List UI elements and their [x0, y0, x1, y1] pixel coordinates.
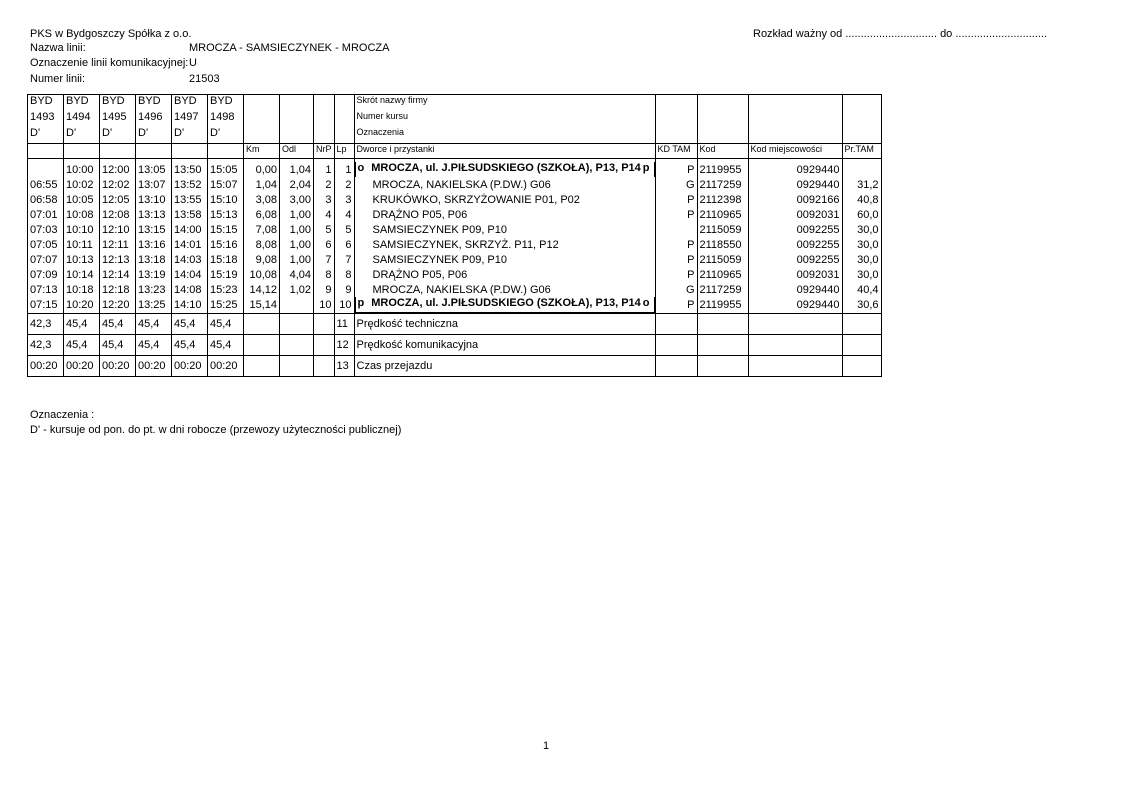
empty-cell: [244, 111, 280, 127]
km: 1,04: [244, 177, 280, 192]
stop-name-cell: [355, 297, 655, 313]
departure-time: 12:14: [100, 267, 136, 282]
stop-code: 2115059: [697, 222, 748, 237]
stop-code: 2110965: [697, 207, 748, 222]
empty-cell: [748, 356, 842, 377]
kd-tam: P: [655, 162, 697, 177]
empty-cell: [748, 95, 842, 112]
km: 10,08: [244, 267, 280, 282]
pr-tam: 30,0: [842, 237, 881, 252]
departure-time: 15:10: [208, 192, 244, 207]
departure-time: 13:23: [136, 282, 172, 297]
empty-cell: [748, 335, 842, 356]
empty-cell: [314, 356, 335, 377]
lp: 4: [334, 207, 354, 222]
empty-cell: [748, 314, 842, 335]
locality-code: 0092031: [748, 207, 842, 222]
summary-value: 45,4: [208, 335, 244, 356]
odl: 4,04: [280, 267, 314, 282]
stop-row: [28, 177, 882, 192]
stop-row: [28, 297, 882, 314]
stop-name: [358, 297, 641, 312]
column-header-row: [28, 144, 882, 159]
departure-time: 15:25: [208, 297, 244, 314]
empty-cell: [842, 356, 881, 377]
empty-cell: [697, 95, 748, 112]
km: 15,14: [244, 297, 280, 314]
lp: 9: [334, 282, 354, 297]
departure-time: 12:00: [100, 162, 136, 177]
departure-time: 15:07: [208, 177, 244, 192]
stop-name-cell: [355, 162, 655, 177]
course-company: BYD: [100, 95, 136, 112]
km: 3,08: [244, 192, 280, 207]
stop-name-cell: SAMSIECZYNEK P09, P10: [354, 222, 655, 237]
course-mark: D': [28, 127, 64, 144]
company-name: PKS w Bydgoszczy Spółka z o.o.: [30, 28, 192, 40]
departure-time: 07:13: [28, 282, 64, 297]
line-name-label: Nazwa linii:: [30, 42, 86, 54]
empty-cell: [748, 127, 842, 144]
departure-time: 13:50: [172, 162, 208, 177]
departure-time: 07:05: [28, 237, 64, 252]
departure-time: 13:15: [136, 222, 172, 237]
kd-tam: G: [655, 177, 697, 192]
stop-name-cell: MROCZA, NAKIELSKA (P.DW.) G06: [354, 282, 655, 297]
column-header-kod-miejscowosci: Kod miejscowości: [748, 144, 842, 159]
header-label: Numer kursu: [354, 111, 655, 127]
pr-tam: 30,0: [842, 267, 881, 282]
stop-code: 2110965: [697, 267, 748, 282]
departure-time: 13:52: [172, 177, 208, 192]
departure-time: 15:19: [208, 267, 244, 282]
nrp: 1: [314, 162, 335, 177]
empty-cell: [244, 335, 280, 356]
stop-row: [28, 222, 882, 237]
summary-row: [28, 356, 882, 377]
stop-code: 2117259: [697, 282, 748, 297]
lp: 6: [334, 237, 354, 252]
course-company: BYD: [172, 95, 208, 112]
empty-cell: [244, 314, 280, 335]
departure-time: 15:13: [208, 207, 244, 222]
departure-time: 12:02: [100, 177, 136, 192]
empty-cell: [244, 95, 280, 112]
nrp: 3: [314, 192, 335, 207]
departure-time: 10:14: [64, 267, 100, 282]
departure-time: 07:03: [28, 222, 64, 237]
kd-tam: [655, 222, 697, 237]
legend-text: D' - kursuje od pon. do pt. w dni robocze (przewozy użyteczności publicznej): [30, 424, 402, 436]
header-label: Oznaczenia: [354, 127, 655, 144]
course-company: BYD: [208, 95, 244, 112]
empty-cell: [697, 111, 748, 127]
departure-time: 13:55: [172, 192, 208, 207]
departure-time: [28, 162, 64, 177]
pr-tam: 40,8: [842, 192, 881, 207]
nrp: 7: [314, 252, 335, 267]
empty-cell: [697, 314, 748, 335]
departure-time: 12:05: [100, 192, 136, 207]
odl: 1,00: [280, 207, 314, 222]
empty-cell: [334, 127, 354, 144]
empty-cell: [314, 95, 335, 112]
summary-value: 42,3: [28, 335, 64, 356]
stop-suffix: o: [642, 297, 650, 309]
empty-cell: [842, 111, 881, 127]
page-number: 1: [543, 740, 550, 752]
summary-lp: 11: [334, 314, 354, 335]
stop-row: [28, 252, 882, 267]
header-label: Skrót nazwy firmy: [354, 95, 655, 112]
stop-name-cell: DRĄŻNO P05, P06: [354, 267, 655, 282]
departure-time: 14:10: [172, 297, 208, 314]
kd-tam: P: [655, 297, 697, 314]
column-header-kd-tam: KD TAM: [655, 144, 697, 159]
empty-cell: [280, 95, 314, 112]
summary-lp: 13: [334, 356, 354, 377]
kd-tam: G: [655, 282, 697, 297]
column-header-km: Km: [244, 144, 280, 159]
empty-cell: [280, 356, 314, 377]
summary-value: 00:20: [208, 356, 244, 377]
summary-value: 45,4: [100, 335, 136, 356]
departure-time: 10:10: [64, 222, 100, 237]
pr-tam: 30,6: [842, 297, 881, 314]
empty-cell: [334, 111, 354, 127]
nrp: 9: [314, 282, 335, 297]
course-company: BYD: [28, 95, 64, 112]
departure-time: 15:05: [208, 162, 244, 177]
departure-time: 10:00: [64, 162, 100, 177]
course-number: 1493: [28, 111, 64, 127]
stop-suffix: p: [642, 162, 650, 174]
locality-code: 0092255: [748, 252, 842, 267]
empty-cell: [334, 95, 354, 112]
km: 8,08: [244, 237, 280, 252]
odl: 2,04: [280, 177, 314, 192]
odl: 3,00: [280, 192, 314, 207]
departure-time: 12:13: [100, 252, 136, 267]
empty-cell: [280, 127, 314, 144]
departure-time: 07:09: [28, 267, 64, 282]
pr-tam: 30,0: [842, 252, 881, 267]
stop-row: [28, 282, 882, 297]
summary-value: 00:20: [172, 356, 208, 377]
departure-time: 07:07: [28, 252, 64, 267]
pr-tam: 60,0: [842, 207, 881, 222]
departure-time: 15:16: [208, 237, 244, 252]
nrp: 4: [314, 207, 335, 222]
summary-value: 45,4: [172, 314, 208, 335]
empty-cell: [842, 127, 881, 144]
course-mark: D': [208, 127, 244, 144]
empty-cell: [697, 356, 748, 377]
line-number: 21503: [189, 73, 220, 85]
departure-time: 12:08: [100, 207, 136, 222]
course-mark: D': [172, 127, 208, 144]
departure-time: 15:18: [208, 252, 244, 267]
column-header-kod: Kod: [697, 144, 748, 159]
empty-cell: [280, 314, 314, 335]
departure-time: 06:55: [28, 177, 64, 192]
stop-prefix: p: [357, 297, 365, 309]
odl: 1,00: [280, 252, 314, 267]
validity-period: Rozkład ważny od .............................. do ..............................: [753, 28, 1048, 40]
column-header-stops: Dworce i przystanki: [354, 144, 655, 159]
course-company: BYD: [136, 95, 172, 112]
empty-cell: [28, 144, 64, 159]
departure-time: 14:03: [172, 252, 208, 267]
empty-cell: [100, 144, 136, 159]
km: 9,08: [244, 252, 280, 267]
empty-cell: [655, 314, 697, 335]
stop-code: 2118550: [697, 237, 748, 252]
departure-time: 12:11: [100, 237, 136, 252]
departure-time: 12:10: [100, 222, 136, 237]
stop-row: [28, 192, 882, 207]
empty-cell: [64, 144, 100, 159]
course-number: 1496: [136, 111, 172, 127]
departure-time: 12:18: [100, 282, 136, 297]
nrp: 2: [314, 177, 335, 192]
empty-cell: [314, 335, 335, 356]
departure-time: 10:02: [64, 177, 100, 192]
locality-code: 0929440: [748, 162, 842, 177]
departure-time: 06:58: [28, 192, 64, 207]
pr-tam: 31,2: [842, 177, 881, 192]
locality-code: 0929440: [748, 177, 842, 192]
departure-time: 14:01: [172, 237, 208, 252]
departure-time: 15:15: [208, 222, 244, 237]
stop-name-cell: SAMSIECZYNEK, SKRZYŻ. P11, P12: [354, 237, 655, 252]
locality-code: 0092031: [748, 267, 842, 282]
summary-value: 00:20: [28, 356, 64, 377]
line-number-label: Numer linii:: [30, 73, 86, 85]
stop-prefix: o: [357, 162, 365, 174]
summary-value: 00:20: [64, 356, 100, 377]
kd-tam: P: [655, 207, 697, 222]
nrp: 10: [314, 297, 335, 314]
departure-time: 15:23: [208, 282, 244, 297]
summary-row: [28, 335, 882, 356]
course-number: 1497: [172, 111, 208, 127]
empty-cell: [748, 111, 842, 127]
summary-value: 45,4: [208, 314, 244, 335]
kd-tam: P: [655, 237, 697, 252]
lp: 1: [334, 162, 354, 177]
empty-cell: [655, 127, 697, 144]
course-mark: D': [136, 127, 172, 144]
departure-time: 13:19: [136, 267, 172, 282]
empty-cell: [697, 335, 748, 356]
departure-time: 13:58: [172, 207, 208, 222]
column-header-nrp: NrP: [314, 144, 335, 159]
lp: 10: [334, 297, 354, 314]
empty-cell: [208, 144, 244, 159]
lp: 8: [334, 267, 354, 282]
stop-row: [28, 207, 882, 222]
stop-code: 2117259: [697, 177, 748, 192]
summary-value: 45,4: [64, 314, 100, 335]
column-header-odl: Odl: [280, 144, 314, 159]
line-code-label: Oznaczenie linii komunikacyjnej:: [30, 57, 189, 69]
odl: 1,00: [280, 222, 314, 237]
empty-cell: [172, 144, 208, 159]
lp: 3: [334, 192, 354, 207]
stop-name-cell: SAMSIECZYNEK P09, P10: [354, 252, 655, 267]
course-number: 1494: [64, 111, 100, 127]
lp: 2: [334, 177, 354, 192]
departure-time: 13:05: [136, 162, 172, 177]
empty-cell: [655, 95, 697, 112]
empty-cell: [655, 356, 697, 377]
stop-row: [28, 162, 882, 177]
departure-time: 07:15: [28, 297, 64, 314]
km: 6,08: [244, 207, 280, 222]
departure-time: 10:08: [64, 207, 100, 222]
empty-cell: [314, 127, 335, 144]
empty-cell: [244, 127, 280, 144]
departure-time: 14:04: [172, 267, 208, 282]
empty-cell: [314, 314, 335, 335]
empty-cell: [697, 127, 748, 144]
stop-name-text: MROCZA, ul. J.PIŁSUDSKIEGO (SZKOŁA), P13, P14: [371, 162, 641, 174]
departure-time: 10:18: [64, 282, 100, 297]
summary-value: 45,4: [172, 335, 208, 356]
stop-code: 2115059: [697, 252, 748, 267]
empty-cell: [280, 111, 314, 127]
kd-tam: P: [655, 267, 697, 282]
km: 0,00: [244, 162, 280, 177]
departure-time: 14:08: [172, 282, 208, 297]
summary-label: Prędkość techniczna: [354, 314, 655, 335]
stop-name: [358, 162, 641, 177]
course-header-row: [28, 127, 882, 144]
lp: 7: [334, 252, 354, 267]
departure-time: 14:00: [172, 222, 208, 237]
stop-row: [28, 237, 882, 252]
course-mark: D': [100, 127, 136, 144]
line-name: MROCZA - SAMSIECZYNEK - MROCZA: [189, 42, 390, 54]
departure-time: 07:01: [28, 207, 64, 222]
line-code: U: [189, 57, 197, 69]
odl: [280, 297, 314, 314]
summary-label: Prędkość komunikacyjna: [354, 335, 655, 356]
empty-cell: [244, 356, 280, 377]
empty-cell: [842, 314, 881, 335]
summary-value: 45,4: [136, 335, 172, 356]
summary-row: [28, 314, 882, 335]
empty-cell: [280, 335, 314, 356]
stop-name-cell: DRĄŻNO P05, P06: [354, 207, 655, 222]
locality-code: 0929440: [748, 297, 842, 314]
locality-code: 0092255: [748, 222, 842, 237]
departure-time: 13:16: [136, 237, 172, 252]
odl: 1,04: [280, 162, 314, 177]
departure-time: 13:07: [136, 177, 172, 192]
course-number: 1495: [100, 111, 136, 127]
empty-cell: [842, 95, 881, 112]
summary-value: 45,4: [100, 314, 136, 335]
stop-code: 2112398: [697, 192, 748, 207]
kd-tam: P: [655, 252, 697, 267]
empty-cell: [136, 144, 172, 159]
departure-time: 10:20: [64, 297, 100, 314]
summary-value: 00:20: [136, 356, 172, 377]
column-header-lp: Lp: [334, 144, 354, 159]
stop-name-cell: MROCZA, NAKIELSKA (P.DW.) G06: [354, 177, 655, 192]
departure-time: 13:18: [136, 252, 172, 267]
nrp: 8: [314, 267, 335, 282]
departure-time: 10:13: [64, 252, 100, 267]
km: 14,12: [244, 282, 280, 297]
empty-cell: [655, 335, 697, 356]
course-header-row: [28, 111, 882, 127]
column-header-pr-tam: Pr.TAM: [842, 144, 881, 159]
odl: 1,00: [280, 237, 314, 252]
departure-time: 12:20: [100, 297, 136, 314]
locality-code: 0092166: [748, 192, 842, 207]
course-company: BYD: [64, 95, 100, 112]
locality-code: 0092255: [748, 237, 842, 252]
lp: 5: [334, 222, 354, 237]
stop-code: 2119955: [697, 297, 748, 314]
course-number: 1498: [208, 111, 244, 127]
pr-tam: 30,0: [842, 222, 881, 237]
departure-time: 10:05: [64, 192, 100, 207]
km: 7,08: [244, 222, 280, 237]
stop-row: [28, 267, 882, 282]
course-header-row: [28, 95, 882, 112]
pr-tam: [842, 162, 881, 177]
summary-lp: 12: [334, 335, 354, 356]
departure-time: 13:10: [136, 192, 172, 207]
pr-tam: 40,4: [842, 282, 881, 297]
nrp: 5: [314, 222, 335, 237]
empty-cell: [842, 335, 881, 356]
timetable: [27, 94, 882, 377]
empty-cell: [314, 111, 335, 127]
stop-name-text: MROCZA, ul. J.PIŁSUDSKIEGO (SZKOŁA), P13, P14: [371, 297, 641, 309]
summary-label: Czas przejazdu: [354, 356, 655, 377]
departure-time: 10:11: [64, 237, 100, 252]
summary-value: 42,3: [28, 314, 64, 335]
summary-value: 45,4: [136, 314, 172, 335]
kd-tam: P: [655, 192, 697, 207]
summary-value: 45,4: [64, 335, 100, 356]
course-mark: D': [64, 127, 100, 144]
departure-time: 13:25: [136, 297, 172, 314]
odl: 1,02: [280, 282, 314, 297]
stop-name-cell: KRUKÓWKO, SKRZYŻOWANIE P01, P02: [354, 192, 655, 207]
summary-value: 00:20: [100, 356, 136, 377]
locality-code: 0929440: [748, 282, 842, 297]
departure-time: 13:13: [136, 207, 172, 222]
empty-cell: [655, 111, 697, 127]
nrp: 6: [314, 237, 335, 252]
legend-title: Oznaczenia :: [30, 409, 95, 421]
stop-code: 2119955: [697, 162, 748, 177]
